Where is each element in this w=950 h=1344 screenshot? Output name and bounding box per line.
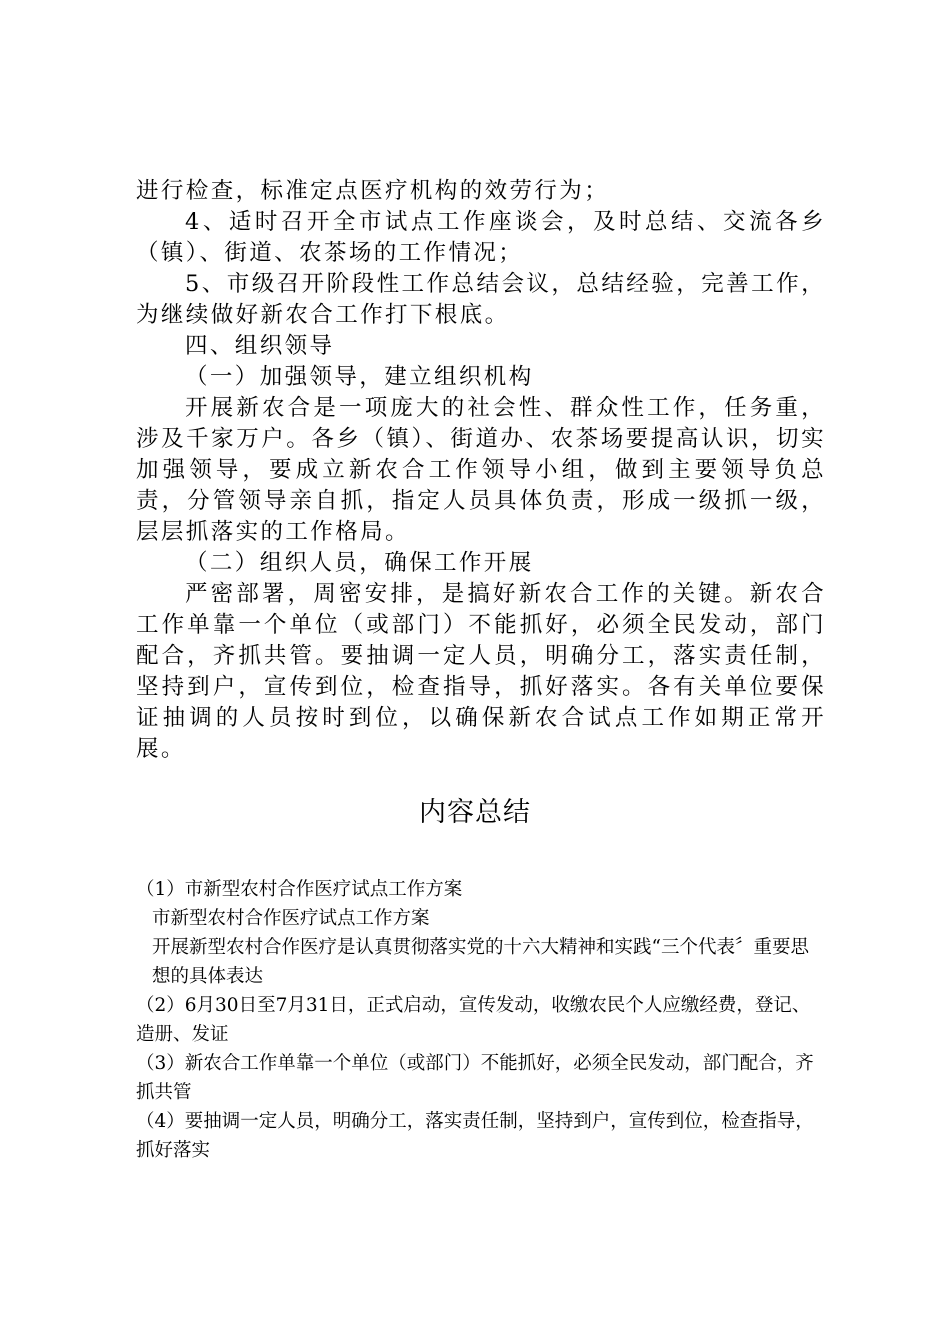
body-text (136, 176, 826, 765)
section-heading-organization: 四、组织领导 (185, 333, 335, 359)
paragraph-item-5: 5、市级召开阶段性工作总结会议，总结经验，完善工作，为继续做好新农合工作打下根底。 (136, 271, 826, 328)
summary-item-1-title: 市新型农村合作医疗试点工作方案 (152, 908, 430, 929)
subheading-leadership: （一）加强领导，建立组织机构 (185, 364, 534, 390)
summary-item-3: （3）新农合工作单靠一个单位（或部门）不能抓好，必须全民发动，部门配合，齐抓共管 (136, 1053, 814, 1103)
summary-item-4: （4）要抽调一定人员，明确分工，落实责任制，坚持到户，宣传到位，检查指导，抓好落实 (136, 1111, 814, 1161)
summary-title: 内容总结 (419, 797, 531, 828)
paragraph-personnel: 严密部署，周密安排，是搞好新农合工作的关键。新农合工作单靠一个单位（或部门）不能抓好，必须全民发动，部门配合，齐抓共管。要抽调一定人员，明确分工，落实责任制，坚持到户，宣传到位，检查指导，抓好落实。各有关单位要保证抽调的人员按时到位，以确保新农合试点工作如期正常开展。 (136, 581, 826, 762)
summary-item-2: （2）6月30日至7月31日，正式启动，宣传发动，收缴农民个人应缴经费，登记、造册、发证 (136, 995, 811, 1045)
paragraph-inspection: 进行检查，标准定点医疗机构的效劳行为； (136, 178, 610, 204)
subheading-personnel: （二）组织人员，确保工作开展 (185, 550, 534, 576)
summary-item-1-text: 开展新型农村合作医疗是认真贯彻落实党的十六大精神和实践“三个代表〞重要思想的具体表达 (152, 937, 809, 987)
paragraph-leadership: 开展新农合是一项庞大的社会性、群众性工作，任务重，涉及千家万户。各乡（镇）、街道办、农茶场要提高认识，切实加强领导，要成立新农合工作领导小组，做到主要领导负总责，分管领导亲自抓，指定人员具体负责，形成一级抓一级，层层抓落实的工作格局。 (136, 395, 826, 545)
summary-item-1: （1）市新型农村合作医疗试点工作方案 (136, 879, 463, 900)
paragraph-item-4: 4、适时召开全市试点工作座谈会，及时总结、交流各乡（镇）、街道、农茶场的工作情况； (136, 209, 826, 266)
summary-section (136, 875, 826, 1165)
